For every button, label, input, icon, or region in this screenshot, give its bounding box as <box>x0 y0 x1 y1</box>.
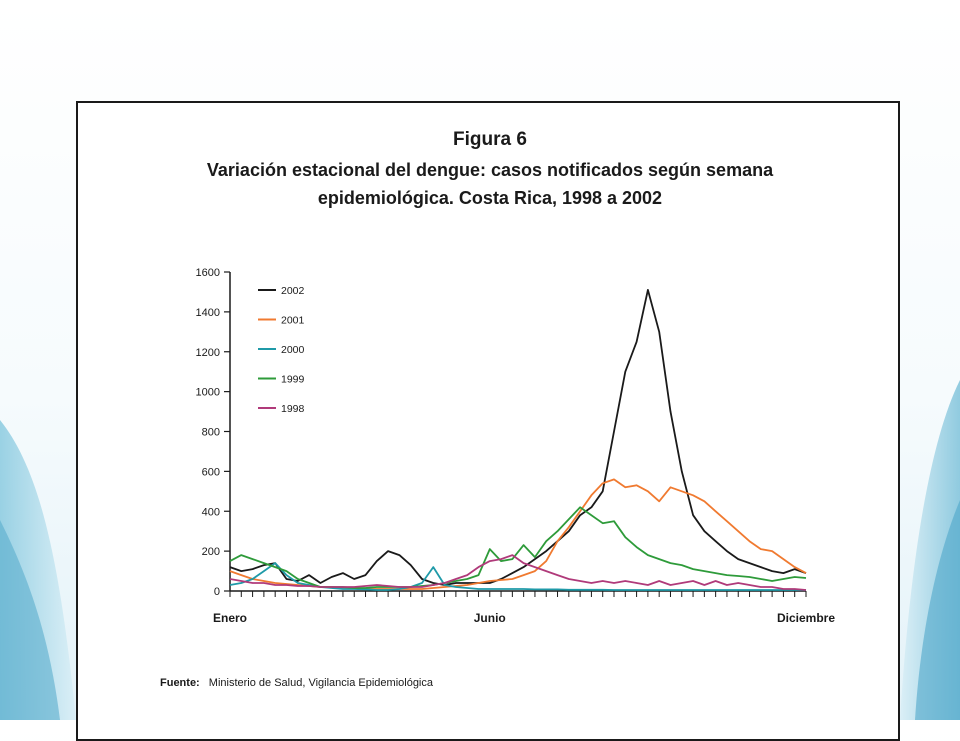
y-tick-label: 1000 <box>195 386 220 399</box>
line-chart <box>78 103 902 663</box>
figure-number: Figura 6 <box>453 129 527 150</box>
y-tick-label: 0 <box>213 586 220 598</box>
y-tick-label: 200 <box>201 546 220 559</box>
legend-label-2002: 2002 <box>281 285 305 297</box>
source-text: Ministerio de Salud, Vigilancia Epidemiológica <box>208 677 433 689</box>
legend-label-1999: 1999 <box>281 373 305 386</box>
y-tick-label: 1400 <box>195 306 220 319</box>
figure-card <box>76 101 900 741</box>
y-tick-label: 1600 <box>195 267 220 279</box>
y-tick-label: 800 <box>201 426 220 439</box>
y-tick-label: 1200 <box>195 346 220 359</box>
source-label: Fuente: <box>160 677 200 689</box>
x-tick-label: Diciembre <box>776 611 836 625</box>
figure-title-line-1: Variación estacional del dengue: casos notificados según semana <box>206 160 774 180</box>
x-tick-label: Enero <box>212 611 248 625</box>
legend-label-1998: 1998 <box>281 403 305 415</box>
source-note <box>160 677 433 689</box>
legend-label-2000: 2000 <box>281 344 305 356</box>
series-line-2002 <box>230 290 806 585</box>
series-line-2001 <box>230 479 806 589</box>
legend-label-2001: 2001 <box>281 314 305 327</box>
y-tick-label: 600 <box>201 466 220 479</box>
y-tick-label: 400 <box>201 506 220 519</box>
x-tick-label: Junio <box>473 611 506 625</box>
series-line-1999 <box>230 507 806 588</box>
figure-title-line-2: epidemiológica. Costa Rica, 1998 a 2002 <box>317 188 663 208</box>
